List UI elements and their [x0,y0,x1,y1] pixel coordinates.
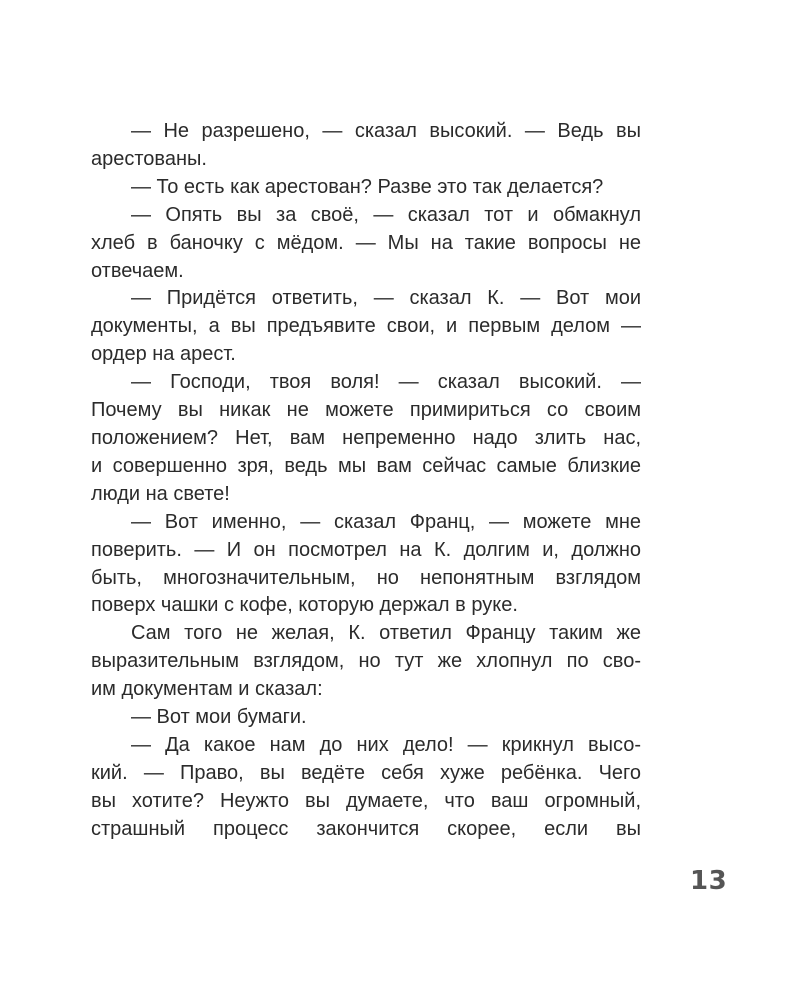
text-line: и совершенно зря, ведь мы вам сейчас самые близкие [91,454,641,477]
text-line: кий. — Право, вы ведёте себя хуже ребёнка. Чего [91,761,641,784]
text-line: им документам и сказал: [91,678,323,701]
text-line: — Опять вы за своё, — сказал тот и обмакнул [131,203,641,226]
text-line: Почему вы никак не можете примириться со своим [91,399,641,422]
text-line: — Придётся ответить, — сказал К. — Вот мои [131,287,641,310]
text-line: поверх чашки с кофе, которую держал в руке. [91,594,518,617]
text-line: люди на свете! [91,482,230,505]
text-line: — То есть как арестован? Разве это так делается? [131,175,604,198]
text-line: Сам того не желая, К. ответил Францу таким же [131,622,641,645]
text-line: — Да какое нам до них дело! — крикнул высо- [131,733,641,756]
text-line: выразительным взглядом, но тут же хлопнул по сво- [91,650,641,673]
text-line: быть, многозначительным, но непонятным взглядом [91,566,641,589]
text-line: — Вот мои бумаги. [131,706,307,729]
text-line: — Не разрешено, — сказал высокий. — Ведь вы [131,120,641,142]
text-line: документы, а вы предъявите свои, и первым делом — [91,315,641,338]
text-line: ордер на арест. [91,343,236,366]
text-line: — Вот именно, — сказал Франц, — можете мне [131,510,641,533]
text-line: — Господи, твоя воля! — сказал высокий. — [131,371,641,394]
text-line: поверить. — И он посмотрел на К. долгим и, должно [91,538,641,561]
page-number: 13 [690,866,728,896]
text-line: отвечаем. [91,259,184,282]
text-line: положением? Нет, вам непременно надо злить нас, [91,426,641,449]
text-line: хлеб в баночку с мёдом. — Мы на такие вопросы не [91,231,641,254]
text-line: страшный процесс закончится скорее, если вы [91,817,641,840]
text-line: арестованы. [91,147,207,170]
body-text [91,118,641,844]
text-line: вы хотите? Неужто вы думаете, что ваш огромный, [91,789,641,812]
